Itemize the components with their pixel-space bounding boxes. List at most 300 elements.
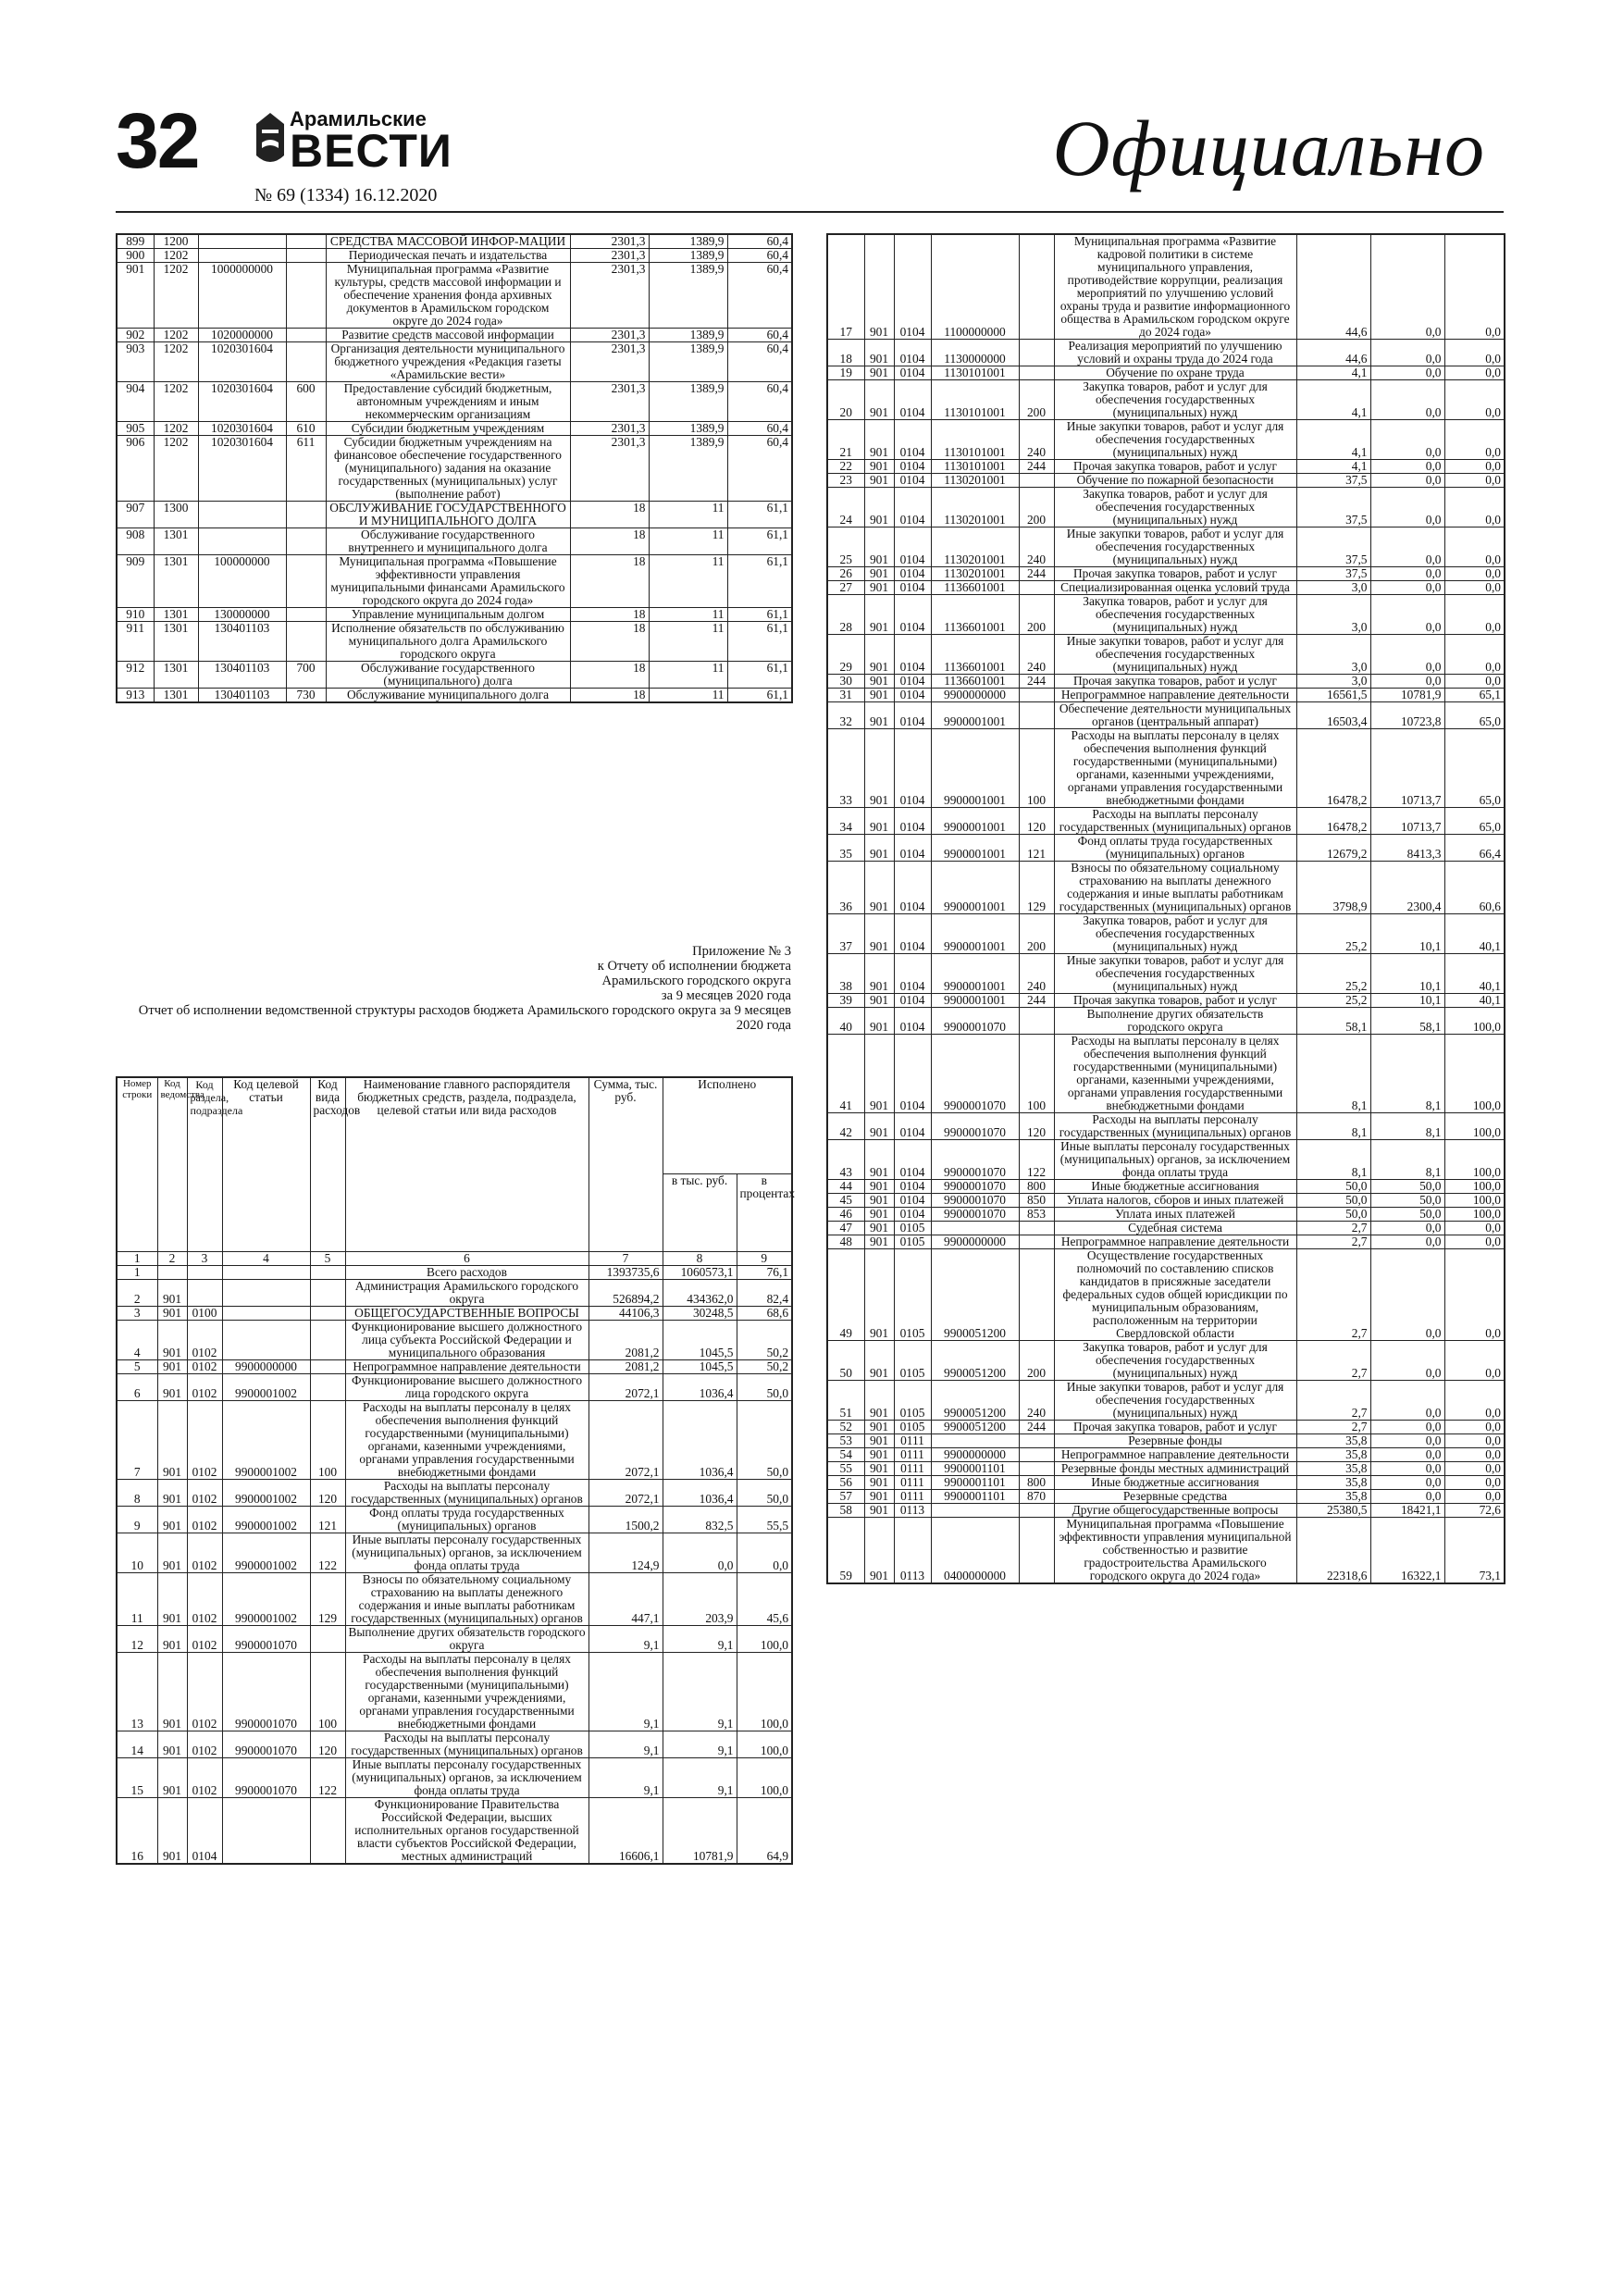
table-cell: 0104 xyxy=(894,808,931,835)
table-cell: 1389,9 xyxy=(649,263,727,329)
table-cell: 37,5 xyxy=(1296,474,1370,488)
table-row xyxy=(827,1421,1505,1434)
table-cell: 1389,9 xyxy=(649,382,727,422)
table-cell: 0104 xyxy=(894,527,931,567)
table-row xyxy=(827,234,1505,340)
table-cell: 0111 xyxy=(894,1490,931,1504)
table-cell: 59 xyxy=(827,1518,864,1584)
table-cell: 2 xyxy=(117,1279,157,1306)
table-cell: 9,1 xyxy=(588,1731,663,1757)
table-cell xyxy=(157,1265,187,1279)
row-name-cell: Муниципальная программа «Развитие культуры, средств массовой информации и обеспечение хранения фонда архивных документов в Арамильском городском округе до 2024 года» xyxy=(326,263,570,329)
table-row xyxy=(117,1731,792,1757)
table-cell: 901 xyxy=(864,1235,894,1249)
column-number: 4 xyxy=(222,1251,310,1265)
table-cell: 100 xyxy=(1019,1035,1054,1113)
table-cell: 12 xyxy=(117,1625,157,1652)
table-cell: 1393735,6 xyxy=(588,1265,663,1279)
table-cell: 0104 xyxy=(894,689,931,702)
table-cell: 9,1 xyxy=(663,1652,737,1731)
table-cell: 11 xyxy=(649,502,727,528)
table-cell: 50,0 xyxy=(1370,1208,1444,1222)
table-cell: 0111 xyxy=(894,1448,931,1462)
table-cell: 850 xyxy=(1019,1194,1054,1208)
table-row xyxy=(827,340,1505,366)
table-row xyxy=(827,1341,1505,1381)
table-cell: 901 xyxy=(157,1625,187,1652)
col-header-row-number: Номер строки xyxy=(117,1077,157,1251)
table-cell: 130401103 xyxy=(198,662,286,689)
table-cell: 11 xyxy=(117,1572,157,1625)
table-cell: 1200 xyxy=(154,234,198,249)
table-cell xyxy=(198,502,286,528)
table-cell: 0104 xyxy=(894,1180,931,1194)
table-cell: 18 xyxy=(570,608,649,622)
table-cell: 11 xyxy=(649,662,727,689)
table-cell: 58,1 xyxy=(1370,1008,1444,1035)
table-cell: 901 xyxy=(864,1140,894,1180)
table-cell: 4,1 xyxy=(1296,366,1370,380)
table-cell: 28 xyxy=(827,595,864,635)
table-cell: 40,1 xyxy=(1444,914,1505,954)
row-name-cell: Резервные средства xyxy=(1054,1490,1296,1504)
table-cell: 60,6 xyxy=(1444,862,1505,914)
table-cell: 0102 xyxy=(187,1373,222,1400)
table-cell: 12679,2 xyxy=(1296,835,1370,862)
table-row xyxy=(117,689,792,703)
table-cell: 50,0 xyxy=(1296,1208,1370,1222)
table-row xyxy=(117,1479,792,1506)
city-emblem-icon xyxy=(254,111,286,168)
table-row xyxy=(117,1265,792,1279)
table-cell: 800 xyxy=(1019,1476,1054,1490)
table-cell: 901 xyxy=(864,1194,894,1208)
table-cell: 0104 xyxy=(894,340,931,366)
table-cell: 200 xyxy=(1019,1341,1054,1381)
table-cell: 0104 xyxy=(894,675,931,689)
table-cell: 50,0 xyxy=(737,1479,792,1506)
table-cell: 0104 xyxy=(894,635,931,675)
table-cell: 1136601001 xyxy=(931,581,1019,595)
table-cell xyxy=(286,502,326,528)
table-cell: 4,1 xyxy=(1296,460,1370,474)
table-cell: 1202 xyxy=(154,329,198,342)
table-row xyxy=(117,1757,792,1797)
row-name-cell: Расходы на выплаты персоналу в целях обеспечения выполнения функций государственными (муниципальными) органами, казенными учреждениями, органами управления государственными внебюджетными фондами xyxy=(1054,729,1296,808)
table-cell: 1036,4 xyxy=(663,1479,737,1506)
table-cell: 901 xyxy=(157,1306,187,1320)
table-cell: 0,0 xyxy=(1370,581,1444,595)
table-cell: 1036,4 xyxy=(663,1373,737,1400)
table-cell: 1301 xyxy=(154,622,198,662)
table-cell xyxy=(931,1504,1019,1518)
table-cell: 0,0 xyxy=(1444,460,1505,474)
table-cell: 2301,3 xyxy=(570,329,649,342)
row-name-cell: Иные закупки товаров, работ и услуг для обеспечения государственных (муниципальных) нужд xyxy=(1054,635,1296,675)
table-cell: 9900001002 xyxy=(222,1506,310,1533)
table-cell xyxy=(1019,702,1054,729)
table-row xyxy=(117,249,792,263)
table-cell: 16478,2 xyxy=(1296,729,1370,808)
table-cell: 1100000000 xyxy=(931,234,1019,340)
table-cell xyxy=(310,1306,345,1320)
table-row xyxy=(117,1373,792,1400)
row-name-cell: Функционирование Правительства Российской Федерации, высших исполнительных органов государственной власти субъектов Российской Федерации, местных администраций xyxy=(345,1797,588,1864)
table-cell: 0105 xyxy=(894,1381,931,1421)
table-cell xyxy=(1019,689,1054,702)
table-cell: 61,1 xyxy=(727,622,792,662)
table-cell: 3,0 xyxy=(1296,675,1370,689)
table-cell: 0102 xyxy=(187,1625,222,1652)
table-cell: 25,2 xyxy=(1296,954,1370,994)
table-cell: 9900001101 xyxy=(931,1476,1019,1490)
table-cell: 0104 xyxy=(894,488,931,527)
column-number: 9 xyxy=(737,1251,792,1265)
table-cell: 100,0 xyxy=(737,1731,792,1757)
table-cell: 65,1 xyxy=(1444,689,1505,702)
table-cell xyxy=(310,1625,345,1652)
table-cell: 18 xyxy=(570,502,649,528)
table-row xyxy=(117,1306,792,1320)
table-cell: 1045,5 xyxy=(663,1320,737,1359)
table-cell: 24 xyxy=(827,488,864,527)
row-name-cell: Реализация мероприятий по улучшению условий и охраны труда до 2024 года xyxy=(1054,340,1296,366)
table-cell: 901 xyxy=(864,1381,894,1421)
table-cell: 0,0 xyxy=(1370,1249,1444,1341)
table-cell: 73,1 xyxy=(1444,1518,1505,1584)
table-cell: 100,0 xyxy=(1444,1194,1505,1208)
table-row xyxy=(117,1320,792,1359)
row-name-cell: Муниципальная программа «Повышение эффективности управления муниципальной собственностью и развитие градостроительства Арамильского городского округа до 2024 года» xyxy=(1054,1518,1296,1584)
table-cell: 901 xyxy=(864,635,894,675)
table-cell: 1202 xyxy=(154,249,198,263)
table-cell: 9900001001 xyxy=(931,729,1019,808)
table-cell: 0111 xyxy=(894,1462,931,1476)
table-cell: 901 xyxy=(864,1008,894,1035)
expenditure-table-body xyxy=(117,1265,792,1864)
col-header-department: Код ведомства xyxy=(157,1077,187,1251)
table-cell: 100000000 xyxy=(198,555,286,608)
table-cell: 10781,9 xyxy=(663,1797,737,1864)
table-cell: 56 xyxy=(827,1476,864,1490)
table-cell: 122 xyxy=(310,1533,345,1572)
table-cell: 0,0 xyxy=(1370,1476,1444,1490)
budget-table-continued xyxy=(116,233,793,703)
table-cell: 8,1 xyxy=(1370,1140,1444,1180)
table-cell: 2301,3 xyxy=(570,249,649,263)
table-cell: 0,0 xyxy=(1444,1421,1505,1434)
table-cell: 901 xyxy=(864,729,894,808)
table-cell: 9900001070 xyxy=(931,1140,1019,1180)
table-cell xyxy=(198,528,286,555)
table-cell: 901 xyxy=(157,1572,187,1625)
table-cell: 60,4 xyxy=(727,342,792,382)
table-row xyxy=(827,420,1505,460)
table-cell: 240 xyxy=(1019,954,1054,994)
table-cell: 18 xyxy=(570,528,649,555)
table-cell: 901 xyxy=(864,567,894,581)
table-cell: 901 xyxy=(864,1434,894,1448)
table-cell: 9900001101 xyxy=(931,1462,1019,1476)
table-row xyxy=(827,1249,1505,1341)
table-row xyxy=(827,675,1505,689)
table-cell: 901 xyxy=(864,474,894,488)
table-cell: 244 xyxy=(1019,1421,1054,1434)
table-cell: 730 xyxy=(286,689,326,703)
table-row xyxy=(117,1279,792,1306)
table-cell: 10781,9 xyxy=(1370,689,1444,702)
row-name-cell: Иные выплаты персоналу государственных (муниципальных) органов, за исключением фонда оплаты труда xyxy=(345,1757,588,1797)
row-name-cell: Специализированная оценка условий труда xyxy=(1054,581,1296,595)
table-cell: 8,1 xyxy=(1296,1035,1370,1113)
row-name-cell: Обслуживание государственного (муниципального) долга xyxy=(326,662,570,689)
table-row xyxy=(827,1140,1505,1180)
table-cell xyxy=(1019,1518,1054,1584)
table-cell: 244 xyxy=(1019,675,1054,689)
table-cell: 10,1 xyxy=(1370,954,1444,994)
table-cell: 901 xyxy=(157,1533,187,1572)
table-cell: 0,0 xyxy=(1444,595,1505,635)
table-cell xyxy=(310,1320,345,1359)
column-number: 8 xyxy=(663,1251,737,1265)
table-cell: 0104 xyxy=(894,914,931,954)
table-cell: 901 xyxy=(864,1341,894,1381)
table-cell: 0,0 xyxy=(1370,1381,1444,1421)
table-cell: 9900001002 xyxy=(222,1533,310,1572)
table-cell: 9900001002 xyxy=(222,1479,310,1506)
table-cell: 60,4 xyxy=(727,234,792,249)
logo-big-text: ВЕСТИ xyxy=(290,125,452,177)
table-cell: 1301 xyxy=(154,608,198,622)
table-cell: 203,9 xyxy=(663,1572,737,1625)
table-cell: 907 xyxy=(117,502,154,528)
table-cell: 0,0 xyxy=(1370,1421,1444,1434)
row-name-cell: Функционирование высшего должностного лица городского округа xyxy=(345,1373,588,1400)
table-cell: 240 xyxy=(1019,1381,1054,1421)
table-cell: 0104 xyxy=(894,474,931,488)
table-cell: 120 xyxy=(1019,808,1054,835)
table-cell: 904 xyxy=(117,382,154,422)
table-cell: 901 xyxy=(864,234,894,340)
table-cell: 9900001070 xyxy=(931,1113,1019,1140)
table-cell: 39 xyxy=(827,994,864,1008)
table-cell: 899 xyxy=(117,234,154,249)
table-cell: 4,1 xyxy=(1296,380,1370,420)
row-name-cell: Обучение по пожарной безопасности xyxy=(1054,474,1296,488)
table-cell xyxy=(222,1279,310,1306)
table-cell: 9900001001 xyxy=(931,994,1019,1008)
table-cell: 1202 xyxy=(154,342,198,382)
table-cell: 3,0 xyxy=(1296,581,1370,595)
row-name-cell: Прочая закупка товаров, работ и услуг xyxy=(1054,994,1296,1008)
table-row xyxy=(827,1035,1505,1113)
table-cell: 0102 xyxy=(187,1652,222,1731)
table-cell xyxy=(310,1373,345,1400)
table-cell: 10713,7 xyxy=(1370,729,1444,808)
row-name-cell: Иные бюджетные ассигнования xyxy=(1054,1476,1296,1490)
table-cell: 61,1 xyxy=(727,689,792,703)
table-cell: 901 xyxy=(864,1113,894,1140)
table-cell: 901 xyxy=(864,954,894,994)
table-cell: 25,2 xyxy=(1296,914,1370,954)
table-cell: 0105 xyxy=(894,1341,931,1381)
row-name-cell: Муниципальная программа «Развитие кадровой политики в системе муниципального управления, противодействие коррупции, реализация мероприятий по улучшению условий охраны труда и развитие информационного общества в Арамильском городском округе до 2024 года» xyxy=(1054,234,1296,340)
table-cell: 901 xyxy=(157,1400,187,1479)
table-cell: 2301,3 xyxy=(570,263,649,329)
table-cell: 8 xyxy=(117,1479,157,1506)
table-cell: 0102 xyxy=(187,1506,222,1533)
table-cell: 1202 xyxy=(154,422,198,436)
table-cell: 15 xyxy=(117,1757,157,1797)
table-cell: 37,5 xyxy=(1296,527,1370,567)
row-name-cell: Взносы по обязательному социальному страхованию на выплаты денежного содержания и иные выплаты работникам государственных (муниципальных) органов xyxy=(345,1572,588,1625)
table-cell: 0,0 xyxy=(1370,1462,1444,1476)
table-cell: 0,0 xyxy=(1370,1222,1444,1235)
table-row xyxy=(827,1476,1505,1490)
table-cell: 0,0 xyxy=(1444,340,1505,366)
page-number: 32 xyxy=(116,97,199,184)
table-cell xyxy=(187,1279,222,1306)
table-row xyxy=(117,422,792,436)
table-cell: 0,0 xyxy=(1444,1381,1505,1421)
table-cell: 25,2 xyxy=(1296,994,1370,1008)
table-cell: 901 xyxy=(864,460,894,474)
table-cell: 18 xyxy=(570,689,649,703)
table-cell: 1389,9 xyxy=(649,234,727,249)
row-name-cell: Другие общегосударственные вопросы xyxy=(1054,1504,1296,1518)
table-cell: 0,0 xyxy=(1370,675,1444,689)
table-cell xyxy=(1019,1008,1054,1035)
table-cell: 22318,6 xyxy=(1296,1518,1370,1584)
table-cell: 910 xyxy=(117,608,154,622)
appendix-note xyxy=(116,944,791,1033)
table-cell: 11 xyxy=(649,528,727,555)
table-cell: 0104 xyxy=(894,729,931,808)
table-cell: 1136601001 xyxy=(931,635,1019,675)
table-cell: 6 xyxy=(117,1373,157,1400)
table-cell: 0,0 xyxy=(1444,635,1505,675)
row-name-cell: Прочая закупка товаров, работ и услуг xyxy=(1054,460,1296,474)
table-cell: 0104 xyxy=(894,420,931,460)
budget-table-body xyxy=(117,234,792,702)
table-cell: 0,0 xyxy=(1370,1235,1444,1249)
table-cell: 240 xyxy=(1019,635,1054,675)
row-name-cell: Субсидии бюджетным учреждениям xyxy=(326,422,570,436)
table-row xyxy=(117,1400,792,1479)
row-name-cell: Непрограммное направление деятельности xyxy=(1054,1448,1296,1462)
col-header-executed-sum: в тыс. руб. xyxy=(663,1173,737,1251)
table-cell: 901 xyxy=(864,1222,894,1235)
table-cell: 0104 xyxy=(894,366,931,380)
row-name-cell: Организация деятельности муниципального бюджетного учреждения «Редакция газеты «Арамильские вести» xyxy=(326,342,570,382)
col-header-name: Наименование главного распорядителя бюджетных средств, раздела, подраздела, целевой статьи или вида расходов xyxy=(345,1077,588,1251)
table-row xyxy=(827,835,1505,862)
table-cell: 0104 xyxy=(894,994,931,1008)
table-cell: 901 xyxy=(864,1249,894,1341)
table-cell xyxy=(286,234,326,249)
table-cell: 3,0 xyxy=(1296,635,1370,675)
table-cell: 0,0 xyxy=(1444,1235,1505,1249)
row-name-cell: СРЕДСТВА МАССОВОЙ ИНФОР-МАЦИИ xyxy=(326,234,570,249)
table-row xyxy=(117,1652,792,1731)
table-cell: 50,0 xyxy=(1370,1180,1444,1194)
table-row xyxy=(827,567,1505,581)
table-cell: 3,0 xyxy=(1296,595,1370,635)
table-cell xyxy=(286,608,326,622)
table-cell: 1136601001 xyxy=(931,595,1019,635)
table-cell: 16478,2 xyxy=(1296,808,1370,835)
table-cell: 27 xyxy=(827,581,864,595)
appendix-line: за 9 месяцев 2020 года xyxy=(661,988,791,1003)
table-cell: 61,1 xyxy=(727,662,792,689)
table-cell: 1000000000 xyxy=(198,263,286,329)
logo-small-text: Арамильские xyxy=(290,107,427,130)
table-cell: 4,1 xyxy=(1296,420,1370,460)
table-row xyxy=(117,502,792,528)
table-cell: 0,0 xyxy=(1444,380,1505,420)
table-cell: 244 xyxy=(1019,460,1054,474)
table-cell: 2,7 xyxy=(1296,1249,1370,1341)
table-cell: 901 xyxy=(157,1320,187,1359)
table-cell xyxy=(286,622,326,662)
table-cell: 1130000000 xyxy=(931,340,1019,366)
table-cell: 0,0 xyxy=(1444,1222,1505,1235)
table-row xyxy=(827,1180,1505,1194)
table-cell: 122 xyxy=(310,1757,345,1797)
table-cell: 1389,9 xyxy=(649,342,727,382)
table-cell: 901 xyxy=(864,340,894,366)
table-cell xyxy=(1019,1462,1054,1476)
table-cell xyxy=(931,1222,1019,1235)
table-cell: 902 xyxy=(117,329,154,342)
table-cell: 0,0 xyxy=(737,1533,792,1572)
table-cell: 45,6 xyxy=(737,1572,792,1625)
table-cell: 129 xyxy=(310,1572,345,1625)
table-cell: 0105 xyxy=(894,1222,931,1235)
table-row xyxy=(117,342,792,382)
table-cell: 10713,7 xyxy=(1370,808,1444,835)
table-cell: 100,0 xyxy=(1444,1208,1505,1222)
table-cell: 1130101001 xyxy=(931,460,1019,474)
table-cell: 901 xyxy=(864,1180,894,1194)
table-row xyxy=(117,1359,792,1373)
table-cell: 901 xyxy=(157,1731,187,1757)
row-name-cell: Муниципальная программа «Повышение эффективности управления муниципальными финансами Арамильского городского округа до 2024 года» xyxy=(326,555,570,608)
table-cell: 0,0 xyxy=(1370,1490,1444,1504)
table-cell: 0102 xyxy=(187,1400,222,1479)
table-cell: 1500,2 xyxy=(588,1506,663,1533)
table-cell: 1130101001 xyxy=(931,366,1019,380)
table-cell: 72,6 xyxy=(1444,1504,1505,1518)
table-cell: 0,0 xyxy=(1444,234,1505,340)
table-row xyxy=(117,1506,792,1533)
table-cell: 10,1 xyxy=(1370,994,1444,1008)
expenditure-table xyxy=(116,1076,793,1865)
table-cell: 9900001001 xyxy=(931,954,1019,994)
table-cell xyxy=(222,1265,310,1279)
table-row xyxy=(827,1194,1505,1208)
row-name-cell: Прочая закупка товаров, работ и услуг xyxy=(1054,675,1296,689)
table-cell: 0,0 xyxy=(1370,460,1444,474)
table-cell: 901 xyxy=(157,1373,187,1400)
table-cell: 43 xyxy=(827,1140,864,1180)
table-cell: 9900001070 xyxy=(931,1180,1019,1194)
table-row xyxy=(827,702,1505,729)
table-row xyxy=(117,329,792,342)
table-cell: 100,0 xyxy=(1444,1140,1505,1180)
header-rule xyxy=(116,211,1504,213)
table-cell: 244 xyxy=(1019,567,1054,581)
